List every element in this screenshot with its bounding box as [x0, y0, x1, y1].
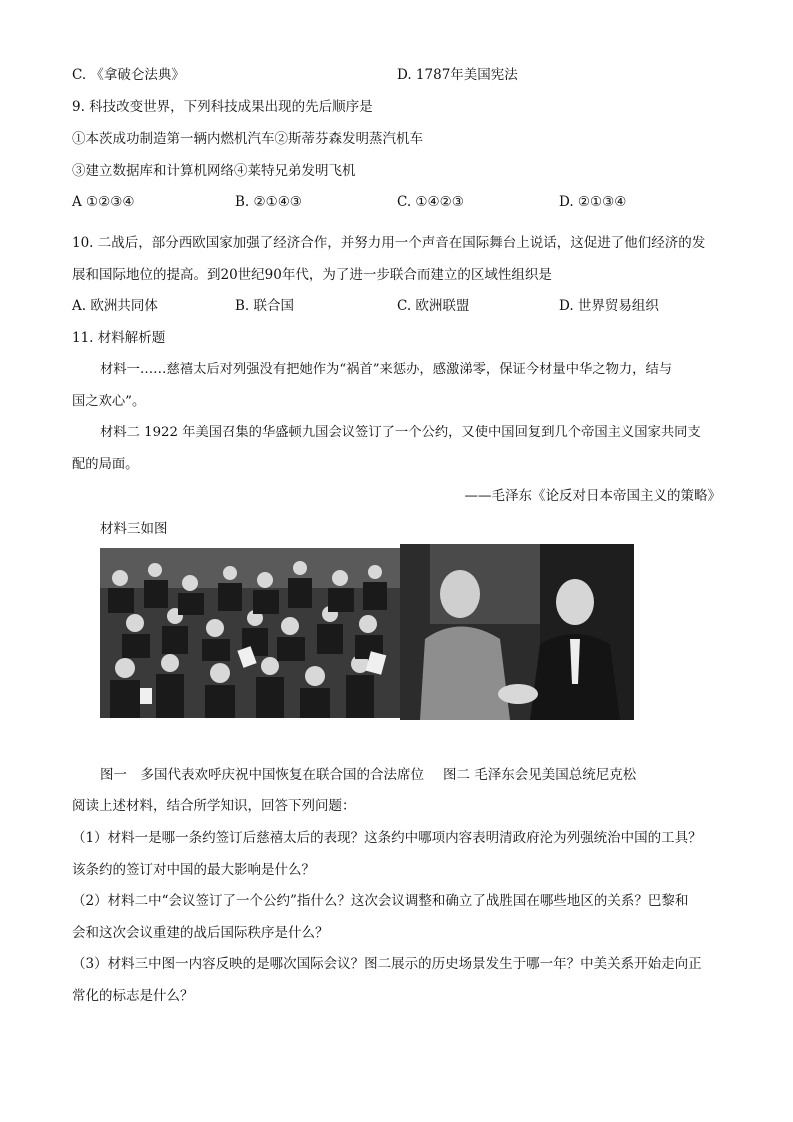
material3-label: 材料三如图	[100, 521, 168, 537]
q10-option-c: C. 欧洲联盟	[397, 298, 470, 314]
material2-line2: 配的局面。	[72, 457, 139, 472]
q10-stem-line2: 展和国际地位的提高。到20世纪90年代，为了进一步联合而建立的区域性组织是	[72, 267, 552, 283]
photo1-caption: 图一 多国代表欢呼庆祝中国恢复在联合国的合法席位	[100, 767, 424, 783]
subquestion-1-line1: （1）材料一是哪一条约签订后慈禧太后的表现？这条约中哪项内容表明清政府沦为列强统治中国的工具？	[72, 830, 702, 846]
q9-option-a: A ①②③④	[72, 194, 135, 210]
un-delegates-photo	[100, 548, 400, 718]
q9-option-b: B. ②①④③	[235, 194, 302, 210]
subquestion-3-line2: 常化的标志是什么？	[72, 988, 194, 1004]
q9-option-c: C. ①④②③	[397, 194, 464, 210]
q10-stem-line1: 10. 二战后，部分西欧国家加强了经济合作，并努力用一个声音在国际舞台上说话，这促进了他们经济的发	[72, 235, 706, 251]
q8-option-c: C. 《拿破仑法典》	[72, 67, 185, 83]
subquestion-2-line1: （2）材料二中“会议签订了一个公约”指什么？这次会议调整和确立了战胜国在哪些地区的关系？巴黎和	[72, 893, 689, 909]
q9-line1: ①本茨成功制造第一辆内燃机汽车②斯蒂芬森发明蒸汽机车	[72, 131, 423, 147]
q11-stem: 11. 材料解析题	[72, 330, 166, 346]
material1-line2: 国之欢心”。	[72, 394, 146, 409]
q10-option-d: D. 世界贸易组织	[559, 298, 659, 314]
subquestion-1-line2: 该条约的签订对中国的最大影响是什么？	[72, 862, 315, 878]
material2-line1: 材料二 1922 年美国召集的华盛顿九国会议签订了一个公约，又使中国回复到几个帝国主义国家共同支	[100, 425, 701, 440]
q10-option-b: B. 联合国	[235, 298, 295, 314]
q8-option-d: D. 1787年美国宪法	[397, 67, 518, 83]
q10-option-a: A. 欧洲共同体	[72, 298, 158, 314]
material1-line1: 材料一……慈禧太后对列强没有把她作为“祸首”来惩办，感激涕零，保证今材量中华之物力，结与	[100, 362, 673, 377]
mao-nixon-photo	[400, 544, 634, 720]
subquestion-3-line1: （3）材料三中图一内容反映的是哪次国际会议？图二展示的历史场景发生于哪一年？中美关系开始走向正	[72, 956, 702, 972]
q9-stem: 9. 科技改变世界，下列科技成果出现的先后顺序是	[72, 99, 373, 115]
q9-line2: ③建立数据库和计算机网络④莱特兄弟发明飞机	[72, 163, 356, 179]
q9-option-d: D. ②①③④	[559, 194, 627, 210]
subquestion-2-line2: 会和这次会议重建的战后国际秩序是什么？	[72, 925, 329, 941]
material2-source: ——毛泽东《论反对日本帝国主义的策略》	[464, 488, 721, 504]
instructions: 阅读上述材料，结合所学知识，回答下列问题：	[72, 798, 356, 814]
photo2-caption: 图二 毛泽东会见美国总统尼克松	[443, 767, 637, 783]
